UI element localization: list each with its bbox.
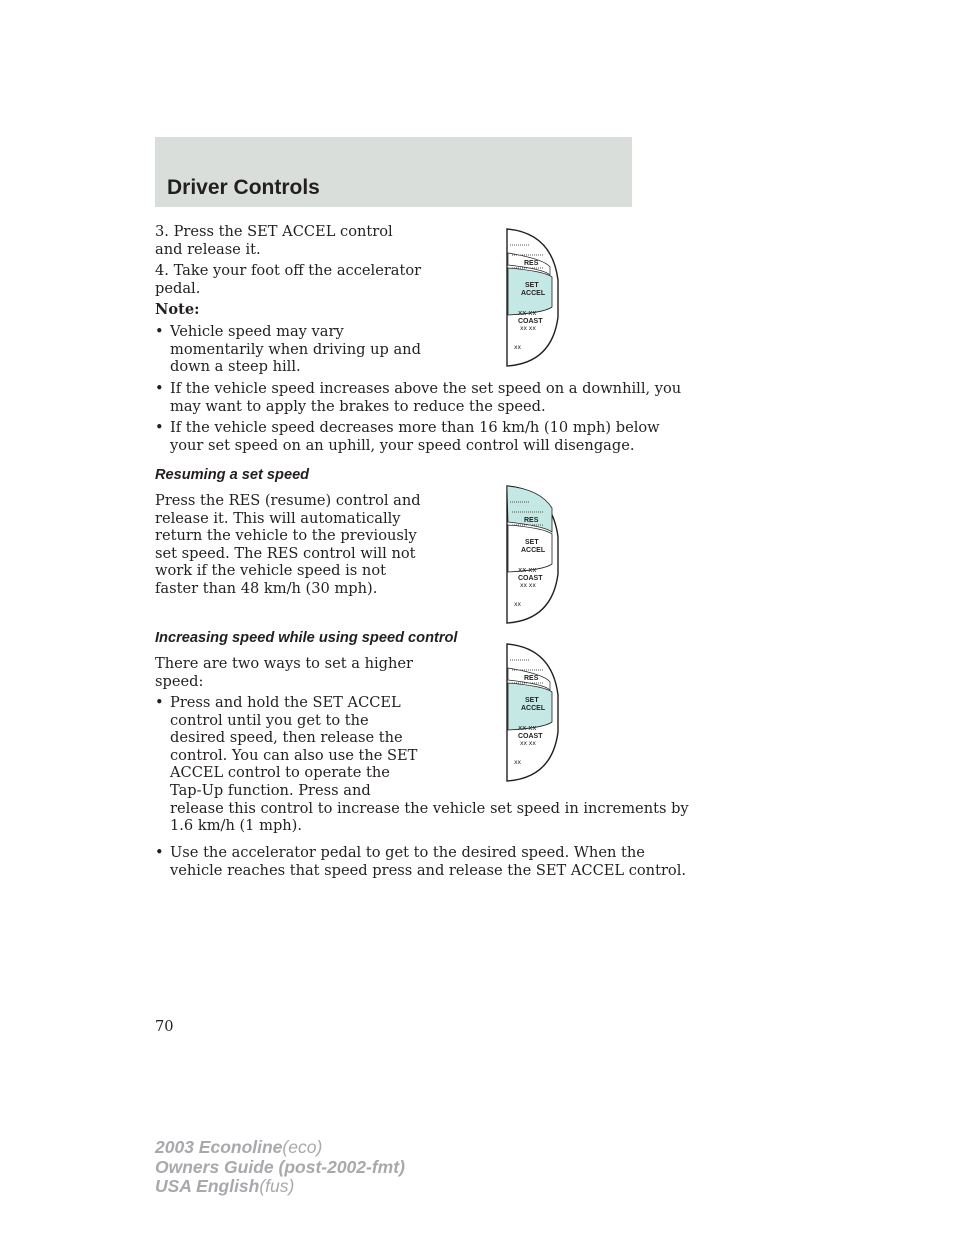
footer-line-1 — [155, 1138, 405, 1158]
page-number: 70 — [155, 1018, 174, 1035]
note-label: Note: — [155, 301, 200, 318]
res-label: RES — [524, 675, 539, 682]
text-line: momentarily when driving up and — [170, 340, 421, 358]
text-line: 4. Take your foot off the accelerator — [155, 262, 422, 279]
bullet-glyph: • — [155, 380, 164, 397]
bottom-dots: ⅹⅹ — [514, 602, 522, 608]
bullet-glyph: • — [155, 844, 164, 861]
coast-dots-top: ⅹⅹ ⅹⅹ — [518, 567, 537, 574]
coast-label: COAST — [518, 575, 543, 582]
note-bullet-1 — [170, 323, 421, 376]
speed-control-illustration-set-accel — [500, 225, 566, 370]
heading-increasing-speed: Increasing speed while using speed control — [155, 630, 458, 646]
accel-label: ACCEL — [521, 547, 546, 554]
note-bullet-2 — [170, 380, 681, 415]
set-label: SET — [525, 539, 539, 546]
step-4-text — [155, 262, 421, 297]
text-line: If the vehicle speed increases above the set speed on a downhill, you — [170, 380, 682, 397]
bottom-dots: ⅹⅹ — [514, 345, 522, 351]
text-line: 3. Press the SET ACCEL control — [155, 223, 393, 240]
set-label: SET — [525, 282, 539, 289]
bullet-glyph: • — [155, 323, 164, 340]
coast-dots-bottom: ⅹⅹ ⅹⅹ — [520, 583, 536, 589]
text-line: return the vehicle to the previously — [155, 527, 417, 545]
res-label: RES — [524, 260, 539, 267]
resume-paragraph — [155, 492, 421, 598]
footer-guide: Owners Guide (post-2002-fmt) — [155, 1156, 405, 1177]
text-line: work if the vehicle speed is not — [155, 562, 386, 580]
res-label: RES — [524, 517, 539, 524]
text-line: There are two ways to set a higher — [155, 655, 413, 672]
text-line: Press and hold the SET ACCEL — [170, 694, 401, 711]
speed-control-illustration-set-accel-2 — [500, 640, 566, 785]
coast-dots-bottom: ⅹⅹ ⅹⅹ — [520, 741, 536, 747]
text-line: Tap-Up function. Press and — [170, 781, 371, 799]
text-line: faster than 48 km/h (30 mph). — [155, 579, 378, 597]
text-line: control. You can also use the SET — [170, 746, 418, 764]
text-line: release it. This will automatically — [155, 509, 401, 527]
footer-language: USA English — [155, 1176, 260, 1196]
text-line: and release it. — [155, 240, 261, 258]
step-3-text — [155, 223, 393, 258]
increase-bullet-1 — [170, 694, 689, 835]
heading-resuming-set-speed: Resuming a set speed — [155, 467, 310, 483]
speed-control-illustration-res — [500, 482, 566, 627]
increase-bullet-2 — [170, 844, 686, 879]
footer-line-3 — [155, 1177, 405, 1197]
text-line: Vehicle speed may vary — [170, 323, 344, 340]
section-header-bar — [155, 137, 632, 207]
text-line: 1.6 km/h (1 mph). — [170, 817, 303, 835]
footer-model-code: (eco) — [282, 1137, 323, 1157]
bottom-dots: ⅹⅹ — [514, 760, 522, 766]
footer-model: 2003 Econoline — [155, 1137, 283, 1157]
coast-label: COAST — [518, 733, 543, 740]
text-line: If the vehicle speed decreases more than 16 km/h (10 mph) below — [170, 419, 660, 436]
text-line: release this control to increase the vehicle set speed in increments by — [170, 799, 689, 817]
text-line: Press the RES (resume) control and — [155, 492, 421, 509]
bullet-glyph: • — [155, 694, 164, 711]
text-line: Use the accelerator pedal to get to the desired speed. When the — [170, 844, 645, 861]
set-label: SET — [525, 697, 539, 704]
accel-label: ACCEL — [521, 290, 546, 297]
coast-dots-top: ⅹⅹ ⅹⅹ — [518, 310, 537, 317]
section-title: Driver Controls — [167, 176, 320, 199]
text-line: vehicle reaches that speed press and release the SET ACCEL control. — [170, 861, 687, 879]
document-footer — [155, 1138, 405, 1197]
bullet-glyph: • — [155, 419, 164, 436]
note-bullet-3 — [170, 419, 660, 454]
text-line: speed: — [155, 672, 204, 690]
text-line: may want to apply the brakes to reduce the speed. — [170, 397, 546, 415]
increase-intro — [155, 655, 413, 690]
text-line: your set speed on an uphill, your speed control will disengage. — [170, 436, 635, 454]
text-line: ACCEL control to operate the — [170, 764, 390, 782]
text-line: set speed. The RES control will not — [155, 544, 416, 562]
coast-label: COAST — [518, 318, 543, 325]
coast-dots-bottom: ⅹⅹ ⅹⅹ — [520, 326, 536, 332]
text-line: desired speed, then release the — [170, 729, 403, 747]
text-line: pedal. — [155, 279, 201, 297]
accel-label: ACCEL — [521, 705, 546, 712]
footer-language-code: (fus) — [259, 1176, 295, 1196]
coast-dots-top: ⅹⅹ ⅹⅹ — [518, 725, 537, 732]
text-line: down a steep hill. — [170, 358, 301, 376]
footer-line-2 — [155, 1158, 405, 1178]
text-line: control until you get to the — [170, 711, 369, 729]
